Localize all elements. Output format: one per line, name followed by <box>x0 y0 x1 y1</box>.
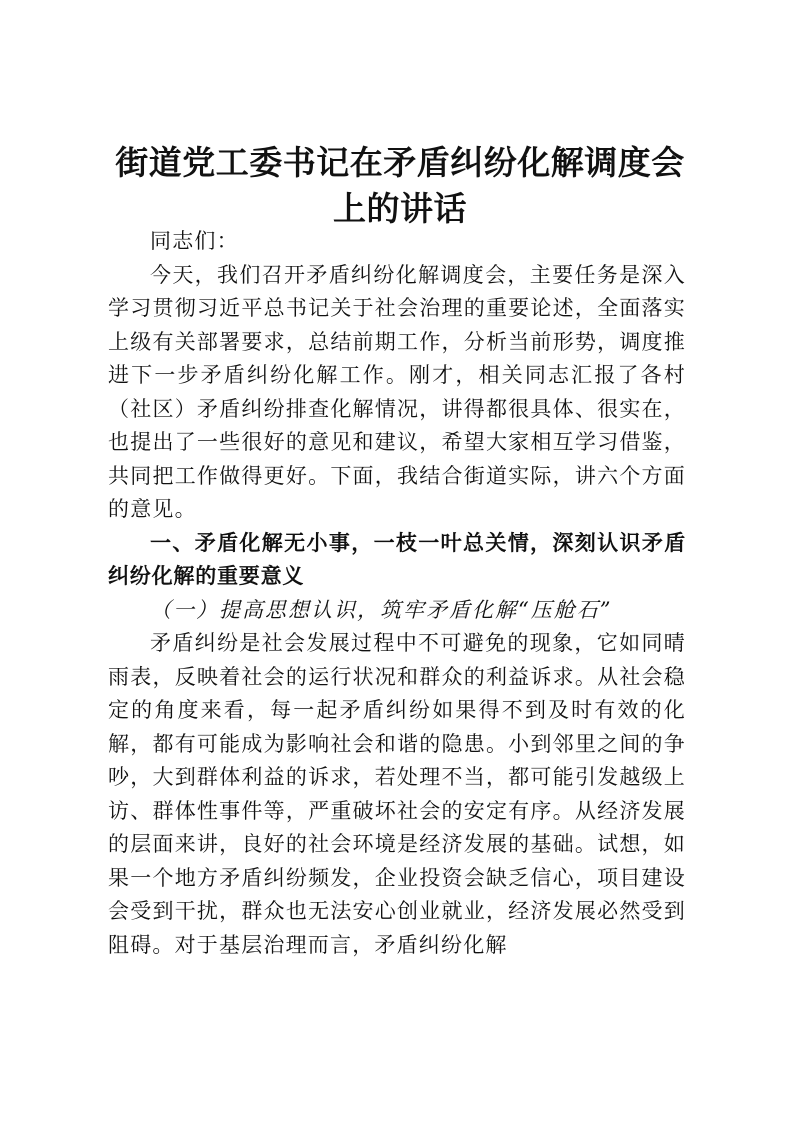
document-body <box>108 225 686 962</box>
salutation: 同志们： <box>150 229 239 253</box>
subsection-heading: （一）提高思想认识，筑牢矛盾化解“压舱石” <box>150 597 613 622</box>
section-heading: 一、矛盾化解无小事，一枝一叶总关情，深刻认识矛盾纠纷化解的重要意义 <box>108 530 686 588</box>
document-title: 街道党工委书记在矛盾纠纷化解调度会上的讲话 <box>115 143 685 228</box>
body-paragraph: 矛盾纠纷是社会发展过程中不可避免的现象，它如同晴雨表，反映着社会的运行状况和群众的利益诉求。从社会稳定的角度来看，每一起矛盾纠纷如果得不到及时有效的化解，都有可能成为影响社会和谐的隐患。小到邻里之间的争吵，大到群体利益的诉求，若处理不当，都可能引发越级上访、群体性事件等，严重破坏社会的安定有序。从经济发展的层面来讲，良好的社会环境是经济发展的基础。试想，如果一个地方矛盾纠纷频发，企业投资会缺乏信心，项目建设会受到干扰，群众也无法安心创业就业，经济发展必然受到阻碍。对于基层治理而言，矛盾纠纷化解 <box>108 631 686 957</box>
intro-paragraph: 今天，我们召开矛盾纠纷化解调度会，主要任务是深入学习贯彻习近平总书记关于社会治理的重要论述，全面落实上级有关部署要求，总结前期工作，分析当前形势，调度推进下一步矛盾纠纷化解工作。刚才，相关同志汇报了各村（社区）矛盾纠纷排查化解情况，讲得都很具体、很实在，也提出了一些很好的意见和建议，希望大家相互学习借鉴，共同把工作做得更好。下面，我结合街道实际，讲六个方面的意见。 <box>108 262 686 521</box>
